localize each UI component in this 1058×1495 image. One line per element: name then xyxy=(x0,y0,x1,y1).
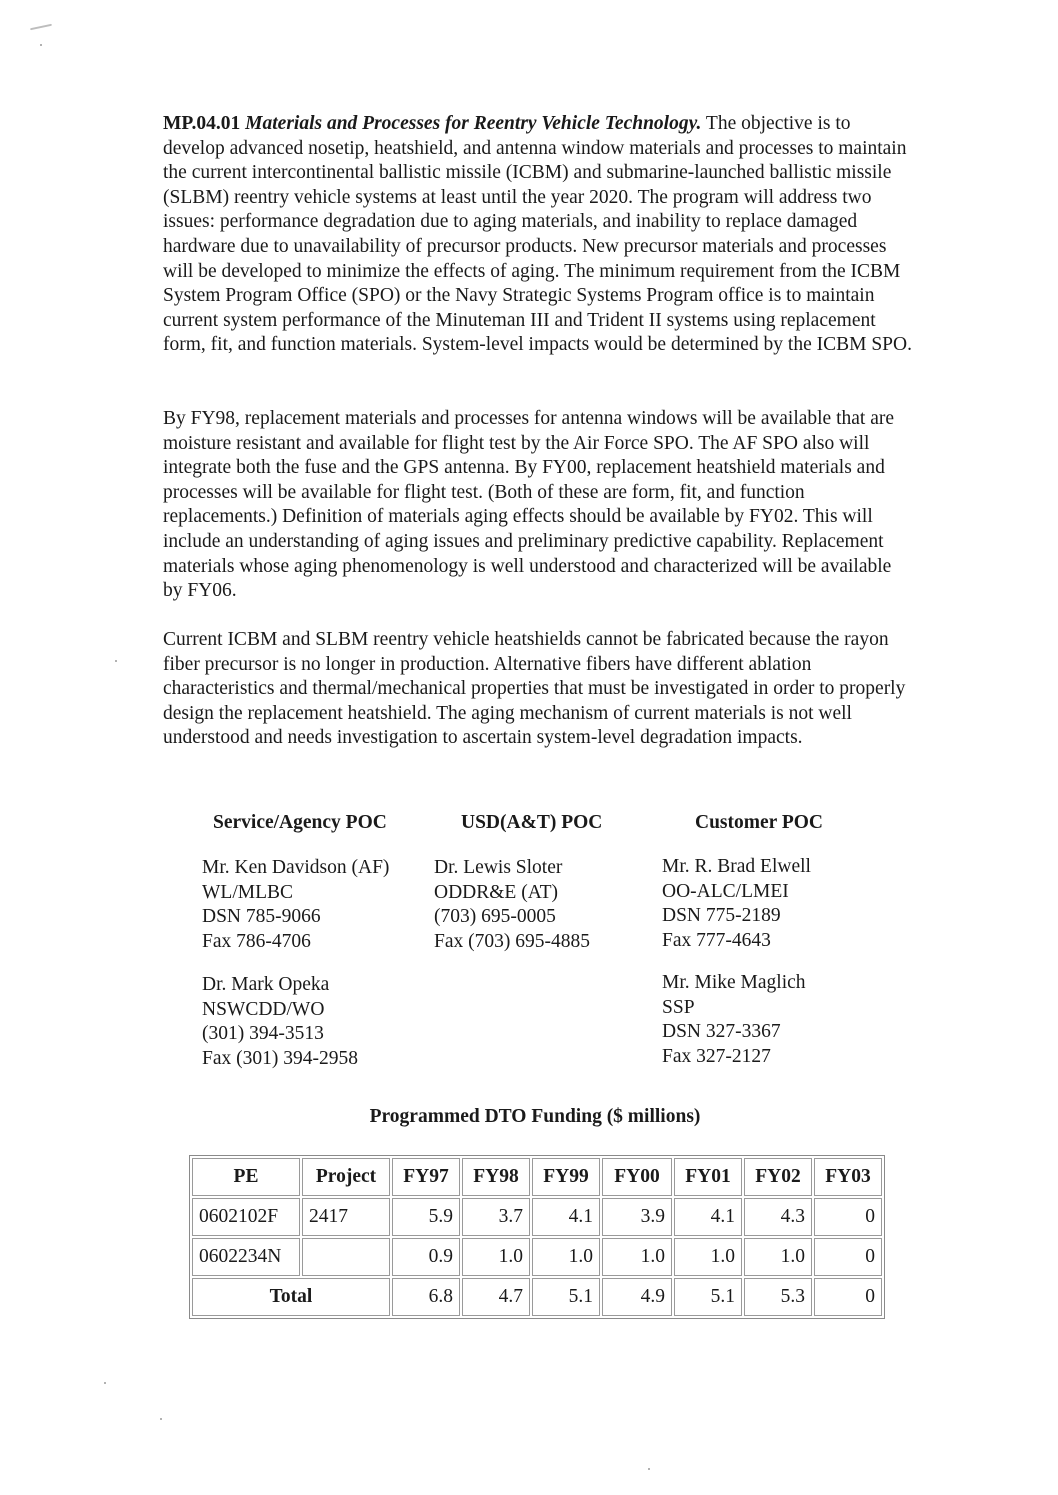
cell-project: 2417 xyxy=(302,1198,390,1236)
poc-line: DSN 785-9066 xyxy=(202,906,321,927)
poc-header-customer: Customer POC xyxy=(695,812,823,833)
dto-title: Materials and Processes for Reentry Vehicle Technology. xyxy=(245,113,702,134)
cell-total-fy02: 5.3 xyxy=(744,1278,812,1316)
cell-total-fy97: 6.8 xyxy=(392,1278,460,1316)
cell-fy01: 1.0 xyxy=(674,1238,742,1276)
cell-fy97: 0.9 xyxy=(392,1238,460,1276)
poc-line: Fax (301) 394-2958 xyxy=(202,1047,358,1069)
poc-line: Fax 777-4643 xyxy=(662,929,771,951)
poc-line: Mr. Ken Davidson (AF) xyxy=(202,857,390,878)
poc-line: Fax (703) 695-4885 xyxy=(434,930,590,952)
scan-speck xyxy=(160,1418,162,1420)
intro-text: The objective is to develop advanced nosetip, heatshield, and antenna window materials and processes to maintain the current intercontinental ballistic missile (ICBM) and submarine-launched ballistic missile (SLBM) reentry vehicle systems at least until the year 2020. The program will address two issues: performance degradation due to aging materials, and inability to replace damaged hardware due to unavailability of precursor products. New precursor materials and processes will be developed to minimize the effects of aging. The minimum requirement from the ICBM System Program Office (SPO) or the Navy Strategic Systems Program office is to maintain current system performance of the Minuteman III and Trident II systems using replacement form, fit, and function materials. System-level impacts would be determined by the ICBM SPO. xyxy=(163,113,912,356)
scan-speck xyxy=(40,44,42,46)
cell-fy00: 3.9 xyxy=(602,1198,672,1236)
table-row xyxy=(192,1198,882,1236)
poc-line: Dr. Mark Opeka xyxy=(202,974,330,995)
cell-pe: 0602102F xyxy=(192,1198,300,1236)
cell-fy01: 4.1 xyxy=(674,1198,742,1236)
cell-fy99: 1.0 xyxy=(532,1238,600,1276)
cell-fy02: 1.0 xyxy=(744,1238,812,1276)
cell-fy03: 0 xyxy=(814,1198,882,1236)
cell-total-fy98: 4.7 xyxy=(462,1278,530,1316)
paragraph-heatshield: Current ICBM and SLBM reentry vehicle heatshields cannot be fabricated because the rayon fiber precursor is no longer in production. Alternative fibers have different ablation characteristics and thermal/mechanical properties that must be investigated in order to properly design the replacement heatshield. The aging mechanism of current materials is not well understood and needs investigation to ascertain system-level degradation impacts. xyxy=(163,629,906,749)
poc-line: ODDR&E (AT) xyxy=(434,881,559,903)
poc-header-service: Service/Agency POC xyxy=(213,812,387,833)
table-row xyxy=(192,1238,882,1276)
cell-fy00: 1.0 xyxy=(602,1238,672,1276)
poc-line: OO-ALC/LMEI xyxy=(662,880,789,902)
scan-speck xyxy=(648,1468,650,1470)
header-fy02: FY02 xyxy=(744,1158,812,1196)
header-fy00: FY00 xyxy=(602,1158,672,1196)
funding-table xyxy=(189,1155,885,1319)
poc-customer-entry-1 xyxy=(662,855,811,953)
cell-pe: 0602234N xyxy=(192,1238,300,1276)
funding-title: Programmed DTO Funding ($ millions) xyxy=(369,1106,701,1127)
table-total-row xyxy=(192,1278,882,1316)
header-fy97: FY97 xyxy=(392,1158,460,1196)
poc-line: Mr. R. Brad Elwell xyxy=(662,856,811,877)
poc-line: WL/MLBC xyxy=(202,881,293,903)
cell-fy97: 5.9 xyxy=(392,1198,460,1236)
scan-speck xyxy=(30,24,52,31)
poc-line: NSWCDD/WO xyxy=(202,998,325,1020)
cell-fy99: 4.1 xyxy=(532,1198,600,1236)
cell-total-fy03: 0 xyxy=(814,1278,882,1316)
poc-line: (703) 695-0005 xyxy=(434,906,556,927)
header-fy03: FY03 xyxy=(814,1158,882,1196)
poc-line: SSP xyxy=(662,996,695,1018)
poc-line: Fax 786-4706 xyxy=(202,930,311,952)
cell-total-fy00: 4.9 xyxy=(602,1278,672,1316)
poc-line: (301) 394-3513 xyxy=(202,1023,324,1044)
poc-service-entry-2 xyxy=(202,973,358,1071)
scan-speck xyxy=(104,1382,106,1384)
cell-project xyxy=(302,1238,390,1276)
cell-fy98: 1.0 xyxy=(462,1238,530,1276)
header-project: Project xyxy=(302,1158,390,1196)
cell-total-label: Total xyxy=(192,1278,390,1316)
header-fy98: FY98 xyxy=(462,1158,530,1196)
cell-total-fy99: 5.1 xyxy=(532,1278,600,1316)
cell-total-fy01: 5.1 xyxy=(674,1278,742,1316)
table-header-row xyxy=(192,1158,882,1196)
scan-speck xyxy=(115,660,117,662)
header-fy01: FY01 xyxy=(674,1158,742,1196)
poc-line: DSN 775-2189 xyxy=(662,905,781,926)
poc-usd-entry-1 xyxy=(434,856,590,954)
cell-fy02: 4.3 xyxy=(744,1198,812,1236)
header-pe: PE xyxy=(192,1158,300,1196)
dto-id: MP.04.01 xyxy=(163,113,241,134)
header-fy99: FY99 xyxy=(532,1158,600,1196)
poc-line: Fax 327-2127 xyxy=(662,1045,771,1067)
poc-header-usd: USD(A&T) POC xyxy=(461,812,603,833)
poc-line: Mr. Mike Maglich xyxy=(662,972,806,993)
poc-service-entry-1 xyxy=(202,856,389,954)
cell-fy98: 3.7 xyxy=(462,1198,530,1236)
poc-customer-entry-2 xyxy=(662,971,806,1069)
paragraph-schedule: By FY98, replacement materials and processes for antenna windows will be available that are moisture resistant and available for flight test by the Air Force SPO. The AF SPO also will integrate both the fuse and the GPS antenna. By FY00, replacement heatshield materials and processes will be available for flight test. (Both of these are form, fit, and function replacements.) Definition of materials aging effects should be available by FY02. This will include an understanding of aging issues and preliminary predictive capability. Replacement materials whose aging phenomenology is well understood and characterized will be available by FY06. xyxy=(163,408,895,602)
poc-line: Dr. Lewis Sloter xyxy=(434,857,563,878)
poc-line: DSN 327-3367 xyxy=(662,1021,781,1042)
cell-fy03: 0 xyxy=(814,1238,882,1276)
intro-paragraph xyxy=(163,112,913,358)
